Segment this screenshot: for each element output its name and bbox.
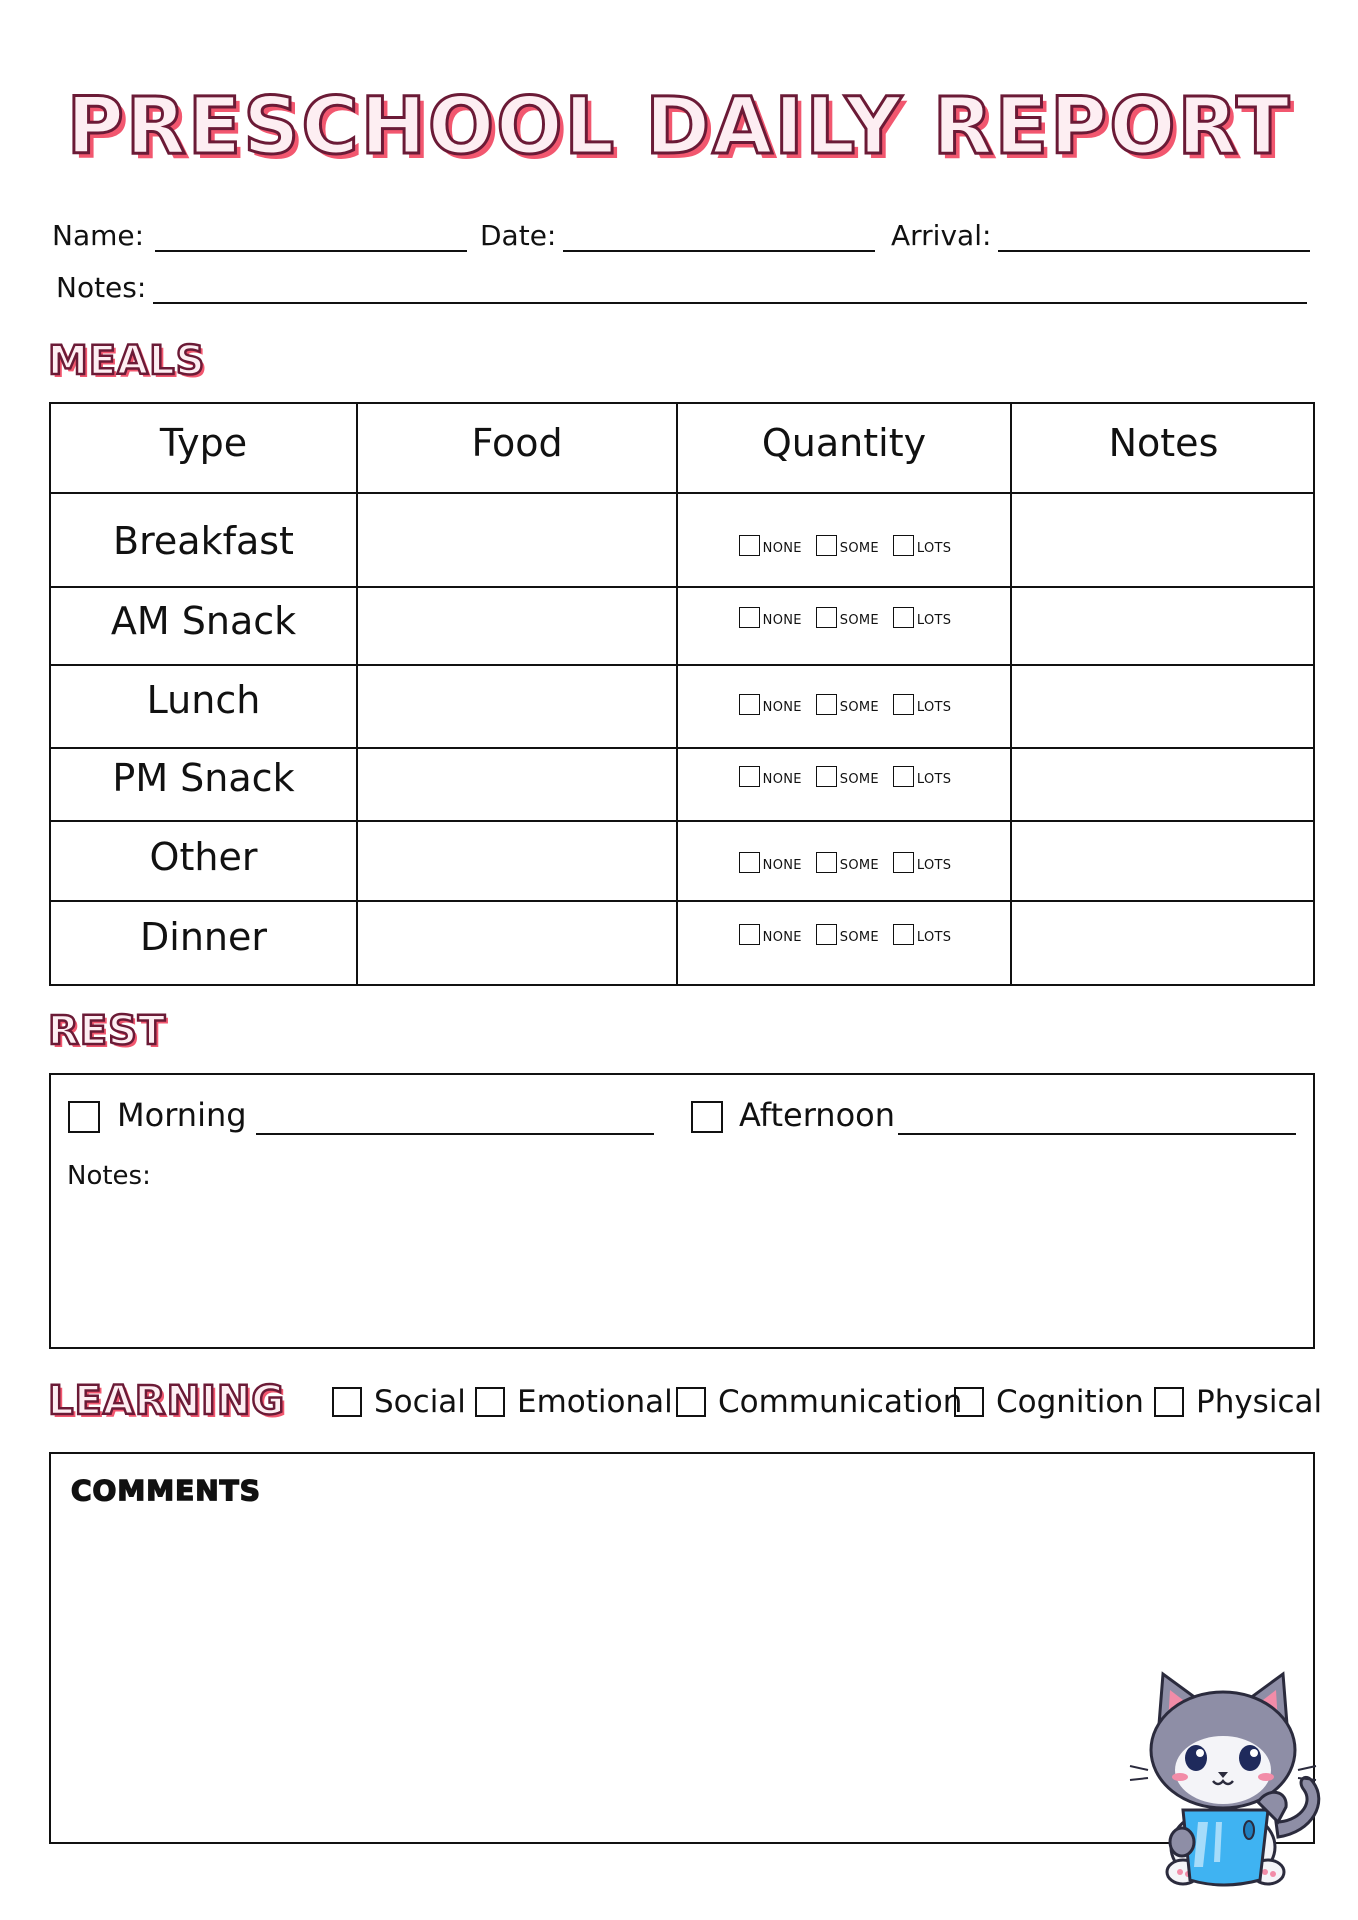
meal-type-lunch: Lunch [146, 678, 261, 722]
notes-label: Notes: [56, 271, 147, 304]
checkbox[interactable] [1154, 1387, 1184, 1417]
quantity-none[interactable] [739, 924, 802, 945]
notes-cell-lunch[interactable] [1012, 666, 1315, 747]
checkbox[interactable] [893, 535, 914, 556]
quantity-label: SOME [839, 858, 879, 873]
quantity-lots[interactable] [893, 924, 951, 945]
meal-type-other: Other [149, 835, 258, 879]
learning-label: Social [374, 1384, 466, 1420]
name-field[interactable] [155, 250, 467, 252]
quantity-label: SOME [839, 700, 879, 715]
quantity-options [680, 535, 1010, 556]
quantity-options [680, 852, 1010, 873]
quantity-lots[interactable] [893, 535, 951, 556]
checkbox[interactable] [739, 924, 760, 945]
quantity-none[interactable] [739, 852, 802, 873]
cat-mascot-icon [1128, 1662, 1338, 1892]
rest-notes-label: Notes: [67, 1161, 151, 1191]
meal-type-am-snack: AM Snack [110, 599, 297, 643]
rest-box [49, 1073, 1315, 1349]
quantity-label: SOME [839, 613, 879, 628]
column-header-type: Type [159, 421, 248, 465]
checkbox[interactable] [816, 852, 837, 873]
comments-title: COMMENTS [71, 1474, 261, 1507]
quantity-lots[interactable] [893, 852, 951, 873]
checkbox[interactable] [739, 694, 760, 715]
quantity-label: NONE [762, 858, 802, 873]
quantity-options [680, 694, 1010, 715]
name-label: Name: [52, 219, 145, 252]
quantity-options [680, 766, 1010, 787]
food-cell-dinner[interactable] [358, 902, 676, 986]
learning-label: Physical [1196, 1384, 1323, 1420]
learning-option-social[interactable] [332, 1384, 466, 1420]
checkbox[interactable] [893, 852, 914, 873]
checkbox[interactable] [816, 694, 837, 715]
comments-box[interactable] [49, 1452, 1315, 1844]
morning-checkbox[interactable] [68, 1101, 100, 1133]
checkbox[interactable] [954, 1387, 984, 1417]
quantity-label: NONE [762, 930, 802, 945]
learning-section-title: LEARNING [48, 1378, 286, 1424]
quantity-label: NONE [762, 772, 802, 787]
quantity-label: LOTS [916, 858, 952, 873]
notes-field[interactable] [153, 302, 1307, 304]
food-cell-am-snack[interactable] [358, 588, 676, 664]
checkbox[interactable] [676, 1387, 706, 1417]
arrival-field[interactable] [998, 250, 1310, 252]
meal-type-breakfast: Breakfast [113, 519, 294, 563]
meal-type-pm-snack: PM Snack [112, 756, 295, 800]
quantity-label: NONE [762, 541, 802, 556]
column-header-quantity: Quantity [761, 421, 927, 465]
morning-field[interactable] [256, 1133, 654, 1135]
meals-section-title: MEALS [48, 338, 206, 384]
checkbox[interactable] [816, 924, 837, 945]
date-label: Date: [480, 219, 557, 252]
quantity-label: LOTS [916, 541, 952, 556]
quantity-lots[interactable] [893, 766, 951, 787]
checkbox[interactable] [332, 1387, 362, 1417]
learning-option-physical[interactable] [1154, 1384, 1322, 1420]
checkbox[interactable] [816, 607, 837, 628]
checkbox[interactable] [816, 766, 837, 787]
quantity-label: LOTS [916, 772, 952, 787]
table-divider [676, 404, 678, 984]
quantity-label: LOTS [916, 700, 952, 715]
quantity-none[interactable] [739, 607, 802, 628]
quantity-label: SOME [839, 930, 879, 945]
learning-label: Emotional [517, 1384, 673, 1420]
checkbox[interactable] [739, 852, 760, 873]
quantity-options [680, 607, 1010, 628]
food-cell-pm-snack[interactable] [358, 749, 676, 820]
page-title: PRESCHOOL DAILY REPORT [66, 82, 1292, 172]
rest-section-title: REST [48, 1008, 167, 1054]
checkbox[interactable] [893, 766, 914, 787]
notes-cell-am-snack[interactable] [1012, 588, 1315, 664]
arrival-label: Arrival: [891, 219, 992, 252]
quantity-options [680, 924, 1010, 945]
checkbox[interactable] [893, 924, 914, 945]
food-cell-lunch[interactable] [358, 666, 676, 747]
quantity-lots[interactable] [893, 607, 951, 628]
learning-option-cognition[interactable] [954, 1384, 1144, 1420]
meals-table [49, 402, 1315, 986]
quantity-none[interactable] [739, 535, 802, 556]
quantity-some[interactable] [816, 607, 879, 628]
notes-cell-dinner[interactable] [1012, 902, 1315, 986]
morning-label: Morning [117, 1096, 247, 1134]
quantity-some[interactable] [816, 535, 879, 556]
meal-type-dinner: Dinner [140, 915, 267, 959]
checkbox[interactable] [816, 535, 837, 556]
quantity-lots[interactable] [893, 694, 951, 715]
afternoon-checkbox[interactable] [691, 1101, 723, 1133]
quantity-label: SOME [839, 772, 879, 787]
checkbox[interactable] [475, 1387, 505, 1417]
learning-option-emotional[interactable] [475, 1384, 673, 1420]
quantity-label: NONE [762, 613, 802, 628]
checkbox[interactable] [893, 607, 914, 628]
column-header-food: Food [471, 421, 563, 465]
quantity-some[interactable] [816, 694, 879, 715]
quantity-none[interactable] [739, 694, 802, 715]
afternoon-label: Afternoon [739, 1096, 895, 1134]
learning-label: Communication [718, 1384, 963, 1420]
quantity-some[interactable] [816, 924, 879, 945]
checkbox[interactable] [739, 535, 760, 556]
checkbox[interactable] [739, 766, 760, 787]
food-cell-breakfast[interactable] [358, 494, 676, 586]
column-header-notes: Notes [1108, 421, 1219, 465]
notes-cell-pm-snack[interactable] [1012, 749, 1315, 820]
notes-cell-other[interactable] [1012, 822, 1315, 900]
food-cell-other[interactable] [358, 822, 676, 900]
quantity-none[interactable] [739, 766, 802, 787]
quantity-some[interactable] [816, 766, 879, 787]
checkbox[interactable] [739, 607, 760, 628]
quantity-label: LOTS [916, 613, 952, 628]
quantity-label: NONE [762, 700, 802, 715]
learning-option-communication[interactable] [676, 1384, 962, 1420]
checkbox[interactable] [893, 694, 914, 715]
quantity-label: SOME [839, 541, 879, 556]
quantity-some[interactable] [816, 852, 879, 873]
afternoon-field[interactable] [898, 1133, 1296, 1135]
quantity-label: LOTS [916, 930, 952, 945]
notes-cell-breakfast[interactable] [1012, 494, 1315, 586]
learning-label: Cognition [996, 1384, 1144, 1420]
date-field[interactable] [563, 250, 875, 252]
rest-notes-field[interactable] [67, 1203, 1297, 1333]
